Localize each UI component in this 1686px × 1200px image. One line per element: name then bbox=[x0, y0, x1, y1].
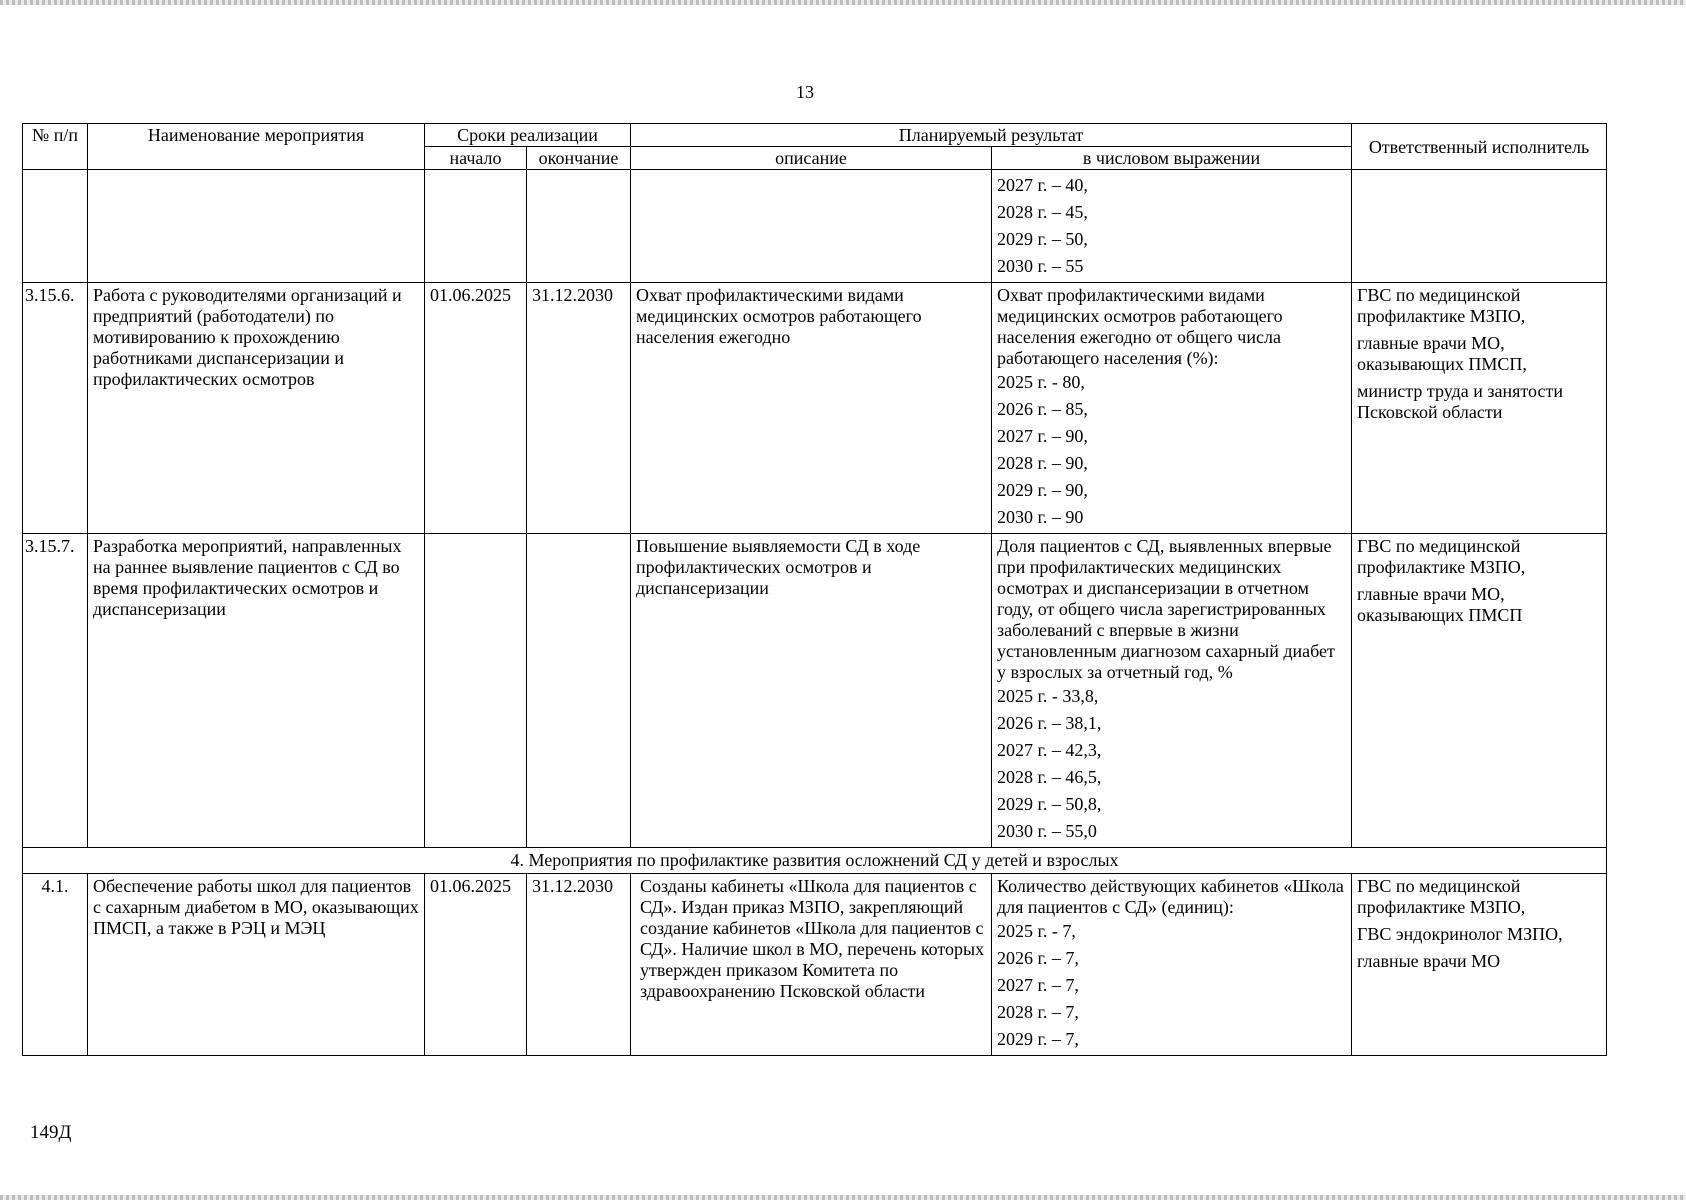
numeric-value: 2028 г. – 90, bbox=[997, 453, 1088, 473]
scan-edge-bottom bbox=[0, 1195, 1686, 1200]
measures-table bbox=[22, 123, 1607, 1056]
numeric-value: 2026 г. – 7, bbox=[997, 948, 1079, 968]
table-row bbox=[23, 170, 1607, 283]
responsible-line: ГВС эндокринолог МЗПО, bbox=[1357, 924, 1563, 944]
row-desc: Созданы кабинеты «Школа для пациентов с СД». Издан приказ МЗПО, закрепляющий создание кабинетов «Школа для пациентов с СД». Наличие школ в МО, перечень которых утвержден приказом Комитета по здравоохранению Псковской области bbox=[631, 874, 992, 1056]
table-row bbox=[23, 534, 1607, 848]
row-responsible bbox=[1352, 534, 1607, 848]
section-row bbox=[23, 848, 1607, 874]
responsible-line: главные врачи МО bbox=[1357, 951, 1501, 971]
row-responsible bbox=[1352, 283, 1607, 534]
numeric-intro: Количество действующих кабинетов «Школа для пациентов с СД» (единиц): bbox=[997, 876, 1344, 917]
document-code: 149Д bbox=[30, 1122, 72, 1143]
row-name: Разработка мероприятий, направленных на раннее выявление пациентов с СД во время профилактических осмотров и диспансеризации bbox=[88, 534, 425, 848]
row-desc bbox=[631, 170, 992, 283]
responsible-line: ГВС по медицинской профилактике МЗПО, bbox=[1357, 285, 1526, 326]
numeric-value: 2027 г. – 40, bbox=[997, 175, 1088, 195]
row-num: 4.1. bbox=[23, 874, 88, 1056]
table-row bbox=[23, 283, 1607, 534]
row-num bbox=[23, 170, 88, 283]
numeric-intro: Охват профилактическими видами медицинских осмотров работающего населения ежегодно от общего числа работающего населения (%): bbox=[997, 285, 1283, 368]
numeric-value: 2029 г. – 50,8, bbox=[997, 794, 1102, 814]
numeric-value: 2027 г. – 42,3, bbox=[997, 740, 1102, 760]
header-start: начало bbox=[425, 147, 527, 170]
header-end: окончание bbox=[527, 147, 631, 170]
responsible-line: ГВС по медицинской профилактике МЗПО, bbox=[1357, 876, 1526, 917]
row-start: 01.06.2025 bbox=[425, 874, 527, 1056]
row-start: 01.06.2025 bbox=[425, 283, 527, 534]
header-result: Планируемый результат bbox=[631, 124, 1352, 147]
responsible-line: ГВС по медицинской профилактике МЗПО, bbox=[1357, 536, 1526, 577]
header-name: Наименование мероприятия bbox=[88, 124, 425, 170]
numeric-value: 2026 г. – 38,1, bbox=[997, 713, 1102, 733]
header-row-top bbox=[23, 124, 1607, 147]
row-start bbox=[425, 170, 527, 283]
row-numeric bbox=[992, 170, 1352, 283]
numeric-value: 2030 г. – 55 bbox=[997, 256, 1084, 276]
row-start bbox=[425, 534, 527, 848]
numeric-value: 2028 г. – 7, bbox=[997, 1002, 1079, 1022]
row-numeric bbox=[992, 874, 1352, 1056]
header-desc: описание bbox=[631, 147, 992, 170]
row-desc: Повышение выявляемости СД в ходе профилактических осмотров и диспансеризации bbox=[631, 534, 992, 848]
row-numeric bbox=[992, 283, 1352, 534]
header-responsible: Ответственный исполнитель bbox=[1352, 124, 1607, 170]
responsible-line: главные врачи МО, оказывающих ПМСП, bbox=[1357, 333, 1527, 374]
numeric-value: 2025 г. - 33,8, bbox=[997, 686, 1099, 706]
row-end: 31.12.2030 bbox=[527, 874, 631, 1056]
responsible-line: министр труда и занятости Псковской области bbox=[1357, 381, 1563, 422]
row-end bbox=[527, 534, 631, 848]
numeric-value: 2025 г. - 7, bbox=[997, 921, 1076, 941]
row-responsible bbox=[1352, 874, 1607, 1056]
row-name bbox=[88, 170, 425, 283]
numeric-intro: Доля пациентов с СД, выявленных впервые при профилактических медицинских осмотрах и диспансеризации в отчетном году, от общего числа зарегистрированных заболеваний с впервые в жизни установленным диагнозом сахарный диабет у взрослых за отчетный год, % bbox=[997, 536, 1335, 682]
header-numeric: в числовом выражении bbox=[992, 147, 1352, 170]
responsible-line: главные врачи МО, оказывающих ПМСП bbox=[1357, 584, 1523, 625]
numeric-value: 2030 г. – 55,0 bbox=[997, 821, 1097, 841]
row-desc: Охват профилактическими видами медицинских осмотров работающего населения ежегодно bbox=[631, 283, 992, 534]
table-row bbox=[23, 874, 1607, 1056]
section-title: 4. Мероприятия по профилактике развития осложнений СД у детей и взрослых bbox=[23, 848, 1607, 874]
row-end bbox=[527, 170, 631, 283]
numeric-value: 2028 г. – 45, bbox=[997, 202, 1088, 222]
numeric-value: 2030 г. – 90 bbox=[997, 507, 1084, 527]
row-num: 3.15.7. bbox=[23, 534, 88, 848]
numeric-value: 2027 г. – 7, bbox=[997, 975, 1079, 995]
scan-edge-top bbox=[0, 0, 1686, 5]
row-name: Обеспечение работы школ для пациентов с сахарным диабетом в МО, оказывающих ПМСП, а также в РЭЦ и МЭЦ bbox=[88, 874, 425, 1056]
numeric-value: 2028 г. – 46,5, bbox=[997, 767, 1102, 787]
header-terms: Сроки реализации bbox=[425, 124, 631, 147]
page-number: 13 bbox=[796, 82, 814, 102]
numeric-value: 2027 г. – 90, bbox=[997, 426, 1088, 446]
numeric-value: 2029 г. – 90, bbox=[997, 480, 1088, 500]
row-responsible bbox=[1352, 170, 1607, 283]
numeric-value: 2029 г. – 7, bbox=[997, 1029, 1079, 1049]
numeric-value: 2025 г. - 80, bbox=[997, 372, 1085, 392]
row-numeric bbox=[992, 534, 1352, 848]
row-num: 3.15.6. bbox=[23, 283, 88, 534]
numeric-value: 2026 г. – 85, bbox=[997, 399, 1088, 419]
row-name: Работа с руководителями организаций и предприятий (работодатели) по мотивированию к прохождению работниками диспансеризации и профилактических осмотров bbox=[88, 283, 425, 534]
numeric-value: 2029 г. – 50, bbox=[997, 229, 1088, 249]
header-num: № п/п bbox=[23, 124, 88, 170]
row-end: 31.12.2030 bbox=[527, 283, 631, 534]
